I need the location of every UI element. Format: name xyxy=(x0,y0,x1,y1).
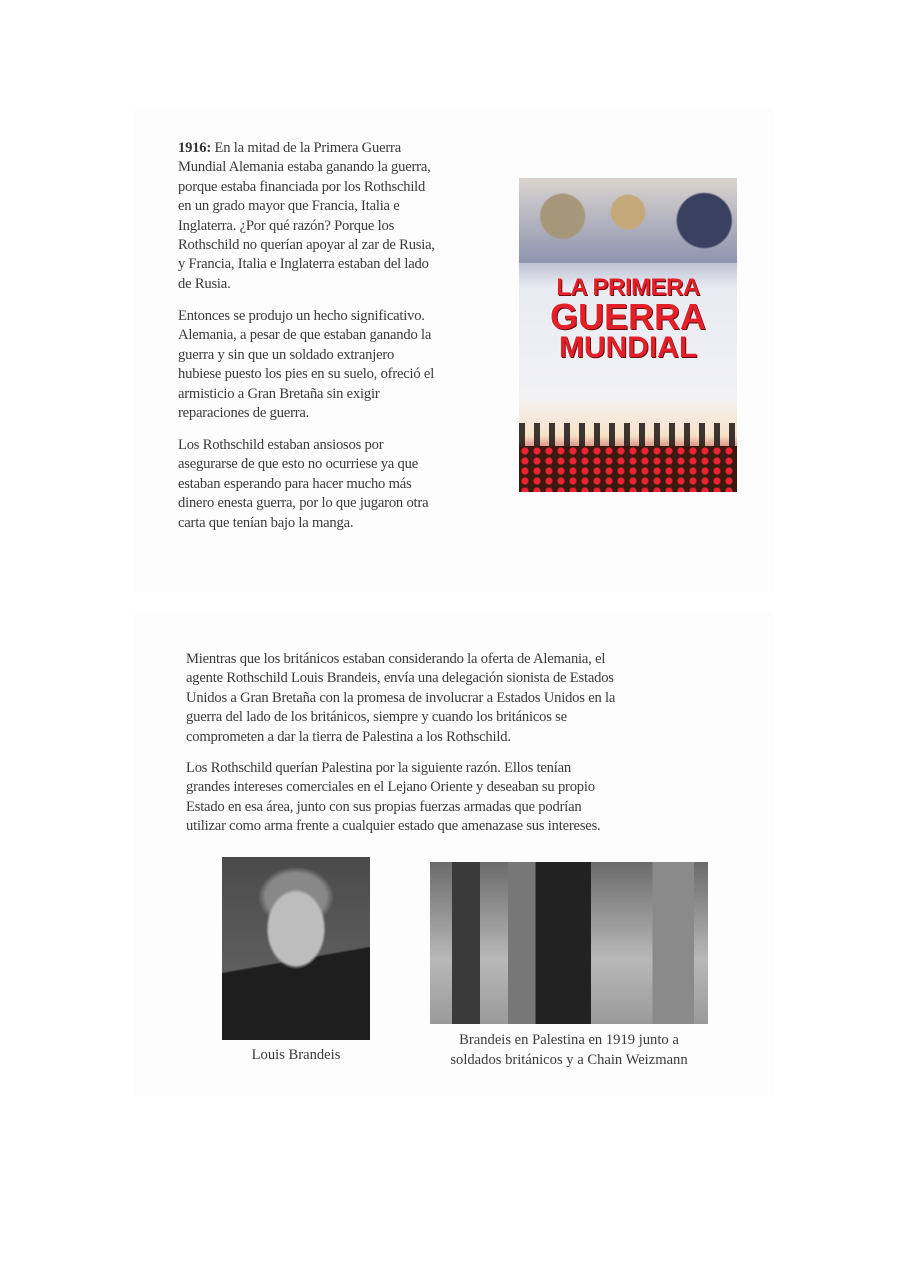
text-line: comprometen a dar la tierra de Palestina a los Rothschild. xyxy=(186,728,511,745)
group-photo-caption xyxy=(410,1030,728,1070)
louis-brandeis-portrait xyxy=(222,857,370,1040)
text-line: de Rusia. xyxy=(178,275,231,292)
text-line: Los Rothschild querían Palestina por la siguiente razón. Ellos tenían xyxy=(186,760,572,776)
text-line: y Francia, Italia e Inglaterra estaban del lado xyxy=(178,256,429,273)
text-line: Alemania, a pesar de que estaban ganando la xyxy=(178,327,432,344)
brandeis-palestine-photo xyxy=(430,862,708,1024)
caption-line: Brandeis en Palestina en 1919 junto a xyxy=(459,1032,679,1048)
caption-line: soldados británicos y a Chain Weizmann xyxy=(450,1052,688,1068)
text-line: Mundial Alemania estaba ganando la guerra, xyxy=(178,159,431,176)
paragraph-brandeis-delegacion xyxy=(186,650,615,747)
text-line: guerra del lado de los británicos, siempre y cuando los británicos se xyxy=(186,709,567,726)
text-line: hubiese puesto los pies en su suelo, ofreció el xyxy=(178,366,435,383)
text-line: utilizar como arma frente a cualquier estado que amenazase sus intereses. xyxy=(186,818,601,835)
text-line: porque estaba financiada por los Rothschild xyxy=(178,178,426,195)
poster-title-line: GUERRA xyxy=(549,296,706,337)
paragraph-armisticio xyxy=(178,307,434,423)
paragraph-palestina-razon xyxy=(186,759,601,837)
poster-photo-collage xyxy=(519,178,737,263)
text-line xyxy=(178,139,435,158)
caption-line: Louis Brandeis xyxy=(251,1047,341,1063)
text-line: estaban esperando para hacer mucho más xyxy=(178,475,412,492)
year-label: 1916: xyxy=(178,140,212,156)
text-line: asegurarse de que esto no ocurriese ya que xyxy=(178,456,418,473)
text-line: Mientras que los británicos estaban considerando la oferta de Alemania, el xyxy=(186,651,606,667)
text-line: Estado en esa área, junto con sus propias fuerzas armadas que podrían xyxy=(186,798,582,815)
text-line: reparaciones de guerra. xyxy=(178,405,310,422)
text-line: Inglaterra. ¿Por qué razón? Porque los xyxy=(178,217,395,234)
poster-title-line: LA PRIMERA xyxy=(556,274,700,301)
text-line: armisticio a Gran Bretaña sin exigir xyxy=(178,385,380,402)
text-line: Unidos a Gran Bretaña con la promesa de involucrar a Estados Unidos en la xyxy=(186,689,616,706)
paragraph-rothschild-ansiosos xyxy=(178,436,428,533)
text-line-part: En la mitad de la Primera Guerra xyxy=(211,140,401,156)
paragraph-1916 xyxy=(178,139,435,294)
text-line: en un grado mayor que Francia, Italia e xyxy=(178,198,400,215)
text-line: Rothschild no querían apoyar al zar de Rusia, xyxy=(178,237,435,254)
war-poster-image xyxy=(519,178,737,492)
text-line: dinero enesta guerra, por lo que jugaron otra xyxy=(178,495,429,512)
text-line: grandes intereses comerciales en el Lejano Oriente y deseaban su propio xyxy=(186,779,595,796)
portrait-caption xyxy=(222,1045,370,1065)
poster-poppy-field xyxy=(519,446,737,492)
text-line: carta que tenían bajo la manga. xyxy=(178,514,354,531)
text-line: agente Rothschild Louis Brandeis, envía una delegación sionista de Estados xyxy=(186,670,614,687)
text-line: guerra y sin que un soldado extranjero xyxy=(178,346,395,363)
text-line: Entonces se produjo un hecho significativo. xyxy=(178,308,425,324)
poster-title-line: MUNDIAL xyxy=(558,331,698,364)
text-line: Los Rothschild estaban ansiosos por xyxy=(178,437,384,453)
